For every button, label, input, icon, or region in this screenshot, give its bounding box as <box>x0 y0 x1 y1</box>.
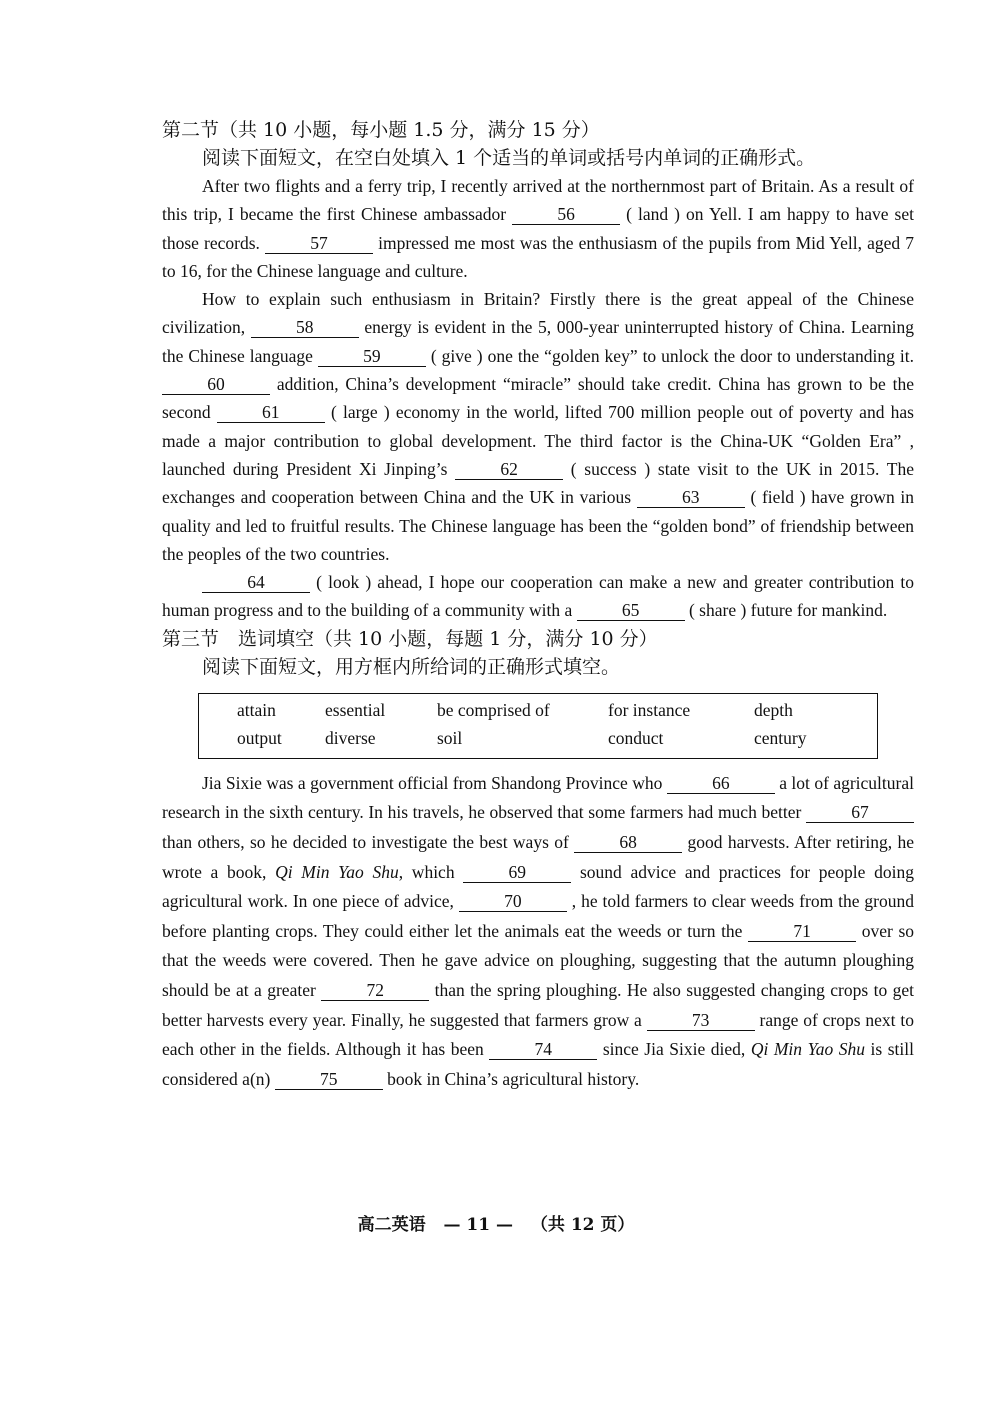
blank-70[interactable]: 70 <box>459 891 567 912</box>
text-run: ( look ) ahead, I hope our cooperation can make a new and greater contribution to human progress and to the building of a community with a <box>162 572 914 621</box>
section2-paragraph-3 <box>162 568 914 625</box>
word-bank-item: output <box>237 727 282 748</box>
text-run: since Jia Sixie died, <box>597 1039 751 1060</box>
text-run: Jia Sixie was a government official from Shandong Province who <box>202 772 667 793</box>
text-run: than the spring ploughing. He also suggested changing crops to get better harvests every year. Finally, he suggested that farmers grow a <box>162 979 915 1030</box>
exam-content <box>162 116 914 1094</box>
blank-71[interactable]: 71 <box>748 921 856 942</box>
blank-64[interactable]: 64 <box>202 572 310 593</box>
section2-instruction: 阅读下面短文，在空白处填入 1 个适当的单词或括号内单词的正确形式。 <box>202 147 816 169</box>
word-bank-item: attain <box>237 699 276 720</box>
text-run: is still considered a(n) <box>162 1039 914 1089</box>
footer-subject: 高二英语 <box>357 1215 426 1235</box>
blank-60[interactable]: 60 <box>162 374 270 395</box>
text-run: impressed me most was the enthusiasm of the pupils from Mid Yell, aged 7 to 16, for the Chinese language and culture. <box>162 232 914 281</box>
blank-66[interactable]: 66 <box>667 773 775 794</box>
blank-63[interactable]: 63 <box>637 487 745 508</box>
text-run: book in China’s agricultural history. <box>382 1068 640 1089</box>
text-run: than others, so he decided to investigate the best ways of <box>162 831 575 852</box>
text-run: addition, China’s development “miracle” should take credit. China has grown to be the second <box>162 374 914 423</box>
text-run: , he told farmers to clear weeds from the ground before planting crops. They could either let the animals eat the weeds or turn the <box>162 891 914 941</box>
footer-page-number: — 11 — <box>443 1215 513 1235</box>
word-bank-item: essential <box>325 699 386 720</box>
section3-instruction: 阅读下面短文，用方框内所给词的正确形式填空。 <box>202 655 621 678</box>
blank-58[interactable]: 58 <box>251 317 359 338</box>
text-run: ( field ) have grown in quality and led to fruitful results. The Chinese language has been the “golden bond” of friendship between the peoples of the two countries. <box>162 487 914 564</box>
blank-74[interactable]: 74 <box>489 1039 597 1060</box>
text-run: a lot of agricultural research in the sixth century. In his travels, he observed that some farmers had much better <box>162 772 914 823</box>
section2-heading: 第二节（共 10 小题，每小题 1.5 分，满分 15 分） <box>162 119 600 141</box>
blank-56[interactable]: 56 <box>512 204 620 225</box>
text-run: good harvests. After retiring, he wrote a book, <box>162 831 914 882</box>
blank-65[interactable]: 65 <box>577 600 685 621</box>
text-run: After two flights and a ferry trip, I recently arrived at the northernmost part of Britain. As a result of this trip, I became the first Chinese ambassador <box>162 176 914 225</box>
text-run: , which <box>398 861 464 882</box>
blank-57[interactable]: 57 <box>265 233 373 254</box>
blank-59[interactable]: 59 <box>318 346 426 367</box>
word-bank-item: diverse <box>325 727 376 748</box>
text-run: over so that the weeds were covered. Then he gave advice on ploughing, suggesting that the autumn ploughing should be at a greater <box>162 920 915 1000</box>
text-run: ( large ) economy in the world, lifted 700 million people out of poverty and has made a major contribution to global development. The third factor is the China-UK “Golden Era” , launched during President Xi Jinping’s <box>162 402 914 479</box>
text-run: ( give ) one the “golden key” to unlock the door to understanding it. <box>425 345 914 366</box>
book-title: Qi Min Yao Shu <box>750 1039 865 1060</box>
word-bank-item: century <box>754 727 807 748</box>
page-footer <box>0 1210 992 1235</box>
blank-72[interactable]: 72 <box>321 980 429 1001</box>
section3-paragraph <box>162 769 914 1095</box>
text-run: ( success ) state visit to the UK in 2015. The exchanges and cooperation between China and the UK in various <box>162 458 914 508</box>
text-run: energy is evident in the 5, 000-year uninterrupted history of China. Learning the Chinese language <box>162 317 914 366</box>
text-run: sound advice and practices for people doing agricultural work. In one piece of advice, <box>162 861 914 912</box>
word-bank-item: for instance <box>608 699 691 720</box>
book-title: Qi Min Yao Shu <box>275 861 399 882</box>
blank-61[interactable]: 61 <box>217 402 325 423</box>
word-bank-item: soil <box>437 727 463 748</box>
text-run: How to explain such enthusiasm in Britain? Firstly there is the great appeal of the Chinese civilization, <box>162 289 914 338</box>
word-bank-item: depth <box>754 699 793 720</box>
blank-73[interactable]: 73 <box>647 1010 755 1031</box>
footer-total-pages: （共 12 页） <box>530 1215 635 1235</box>
blank-68[interactable]: 68 <box>574 832 682 853</box>
section3-heading: 第三节 选词填空（共 10 小题，每题 1 分，满分 10 分） <box>162 627 658 650</box>
text-run: ( share ) future for mankind. <box>684 600 888 621</box>
text-run: ( land ) on Yell. I am happy to have set those records. <box>162 204 915 253</box>
section2-paragraph-2 <box>162 285 914 568</box>
text-run: range of crops next to each other in the fields. Although it has been <box>162 1009 914 1060</box>
word-bank-item: conduct <box>608 727 664 748</box>
word-bank-box <box>198 693 878 759</box>
word-bank-item: be comprised of <box>437 699 550 720</box>
section2-paragraph-1 <box>162 172 914 285</box>
blank-75[interactable]: 75 <box>275 1069 383 1090</box>
blank-69[interactable]: 69 <box>463 862 571 883</box>
blank-62[interactable]: 62 <box>455 459 563 480</box>
blank-67[interactable]: 67 <box>806 802 914 823</box>
